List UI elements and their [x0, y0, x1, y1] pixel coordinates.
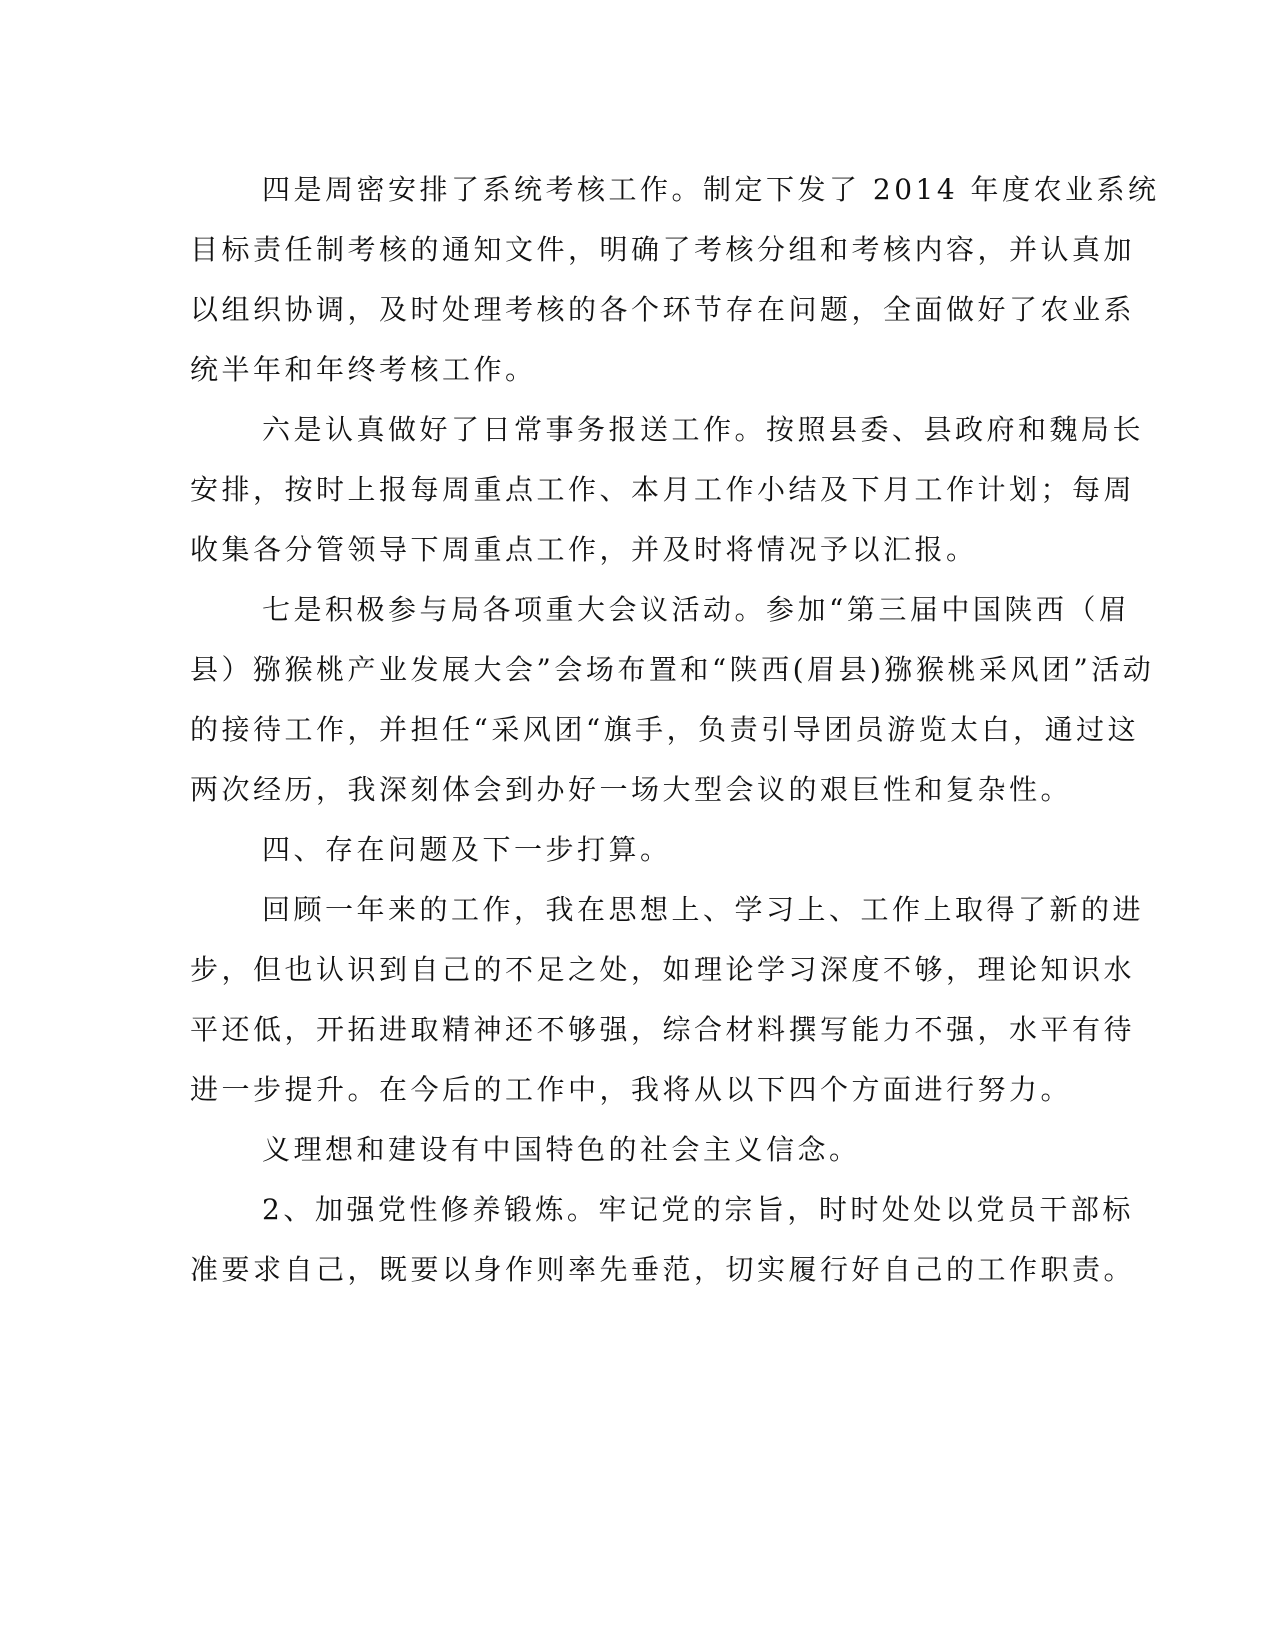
paragraph-line: 目标责任制考核的通知文件，明确了考核分组和考核内容，并认真加 — [190, 233, 1136, 266]
paragraph-line: 四是周密安排了系统考核工作。制定下发了 2014 年度农业系统 — [262, 173, 1160, 206]
paragraph-line: 县）猕猴桃产业发展大会”会场布置和“陕西(眉县)猕猴桃采风团”活动 — [190, 653, 1155, 686]
document-body — [190, 160, 1160, 1300]
paragraph-line: 安排，按时上报每周重点工作、本月工作小结及下月工作计划；每周 — [190, 473, 1136, 506]
paragraph-line: 步，但也认识到自己的不足之处，如理论学习深度不够，理论知识水 — [190, 953, 1136, 986]
paragraph-line: 义理想和建设有中国特色的社会主义信念。 — [262, 1133, 861, 1166]
paragraph-line: 准要求自己，既要以身作则率先垂范，切实履行好自己的工作职责。 — [190, 1253, 1136, 1286]
paragraph-line: 平还低，开拓进取精神还不够强，综合材料撰写能力不强，水平有待 — [190, 1013, 1136, 1046]
paragraph-line: 统半年和年终考核工作。 — [190, 353, 537, 386]
paragraph-line: 六是认真做好了日常事务报送工作。按照县委、县政府和魏局长 — [262, 413, 1145, 446]
paragraph-line: 进一步提升。在今后的工作中，我将从以下四个方面进行努力。 — [190, 1073, 1073, 1106]
paragraph-line: 的接待工作，并担任“采风团“旗手，负责引导团员游览太白，通过这 — [190, 713, 1140, 746]
paragraph-line: 收集各分管领导下周重点工作，并及时将情况予以汇报。 — [190, 533, 978, 566]
paragraph-line: 以组织协调，及时处理考核的各个环节存在问题，全面做好了农业系 — [190, 293, 1136, 326]
paragraph-line: 两次经历，我深刻体会到办好一场大型会议的艰巨性和复杂性。 — [190, 773, 1073, 806]
paragraph-line: 七是积极参与局各项重大会议活动。参加“第三届中国陕西（眉 — [262, 593, 1131, 626]
section-heading: 四、存在问题及下一步打算。 — [262, 833, 672, 866]
paragraph-line: 回顾一年来的工作，我在思想上、学习上、工作上取得了新的进 — [262, 893, 1145, 926]
paragraph-line: 2、加强党性修养锻炼。牢记党的宗旨，时时处处以党员干部标 — [262, 1193, 1134, 1226]
